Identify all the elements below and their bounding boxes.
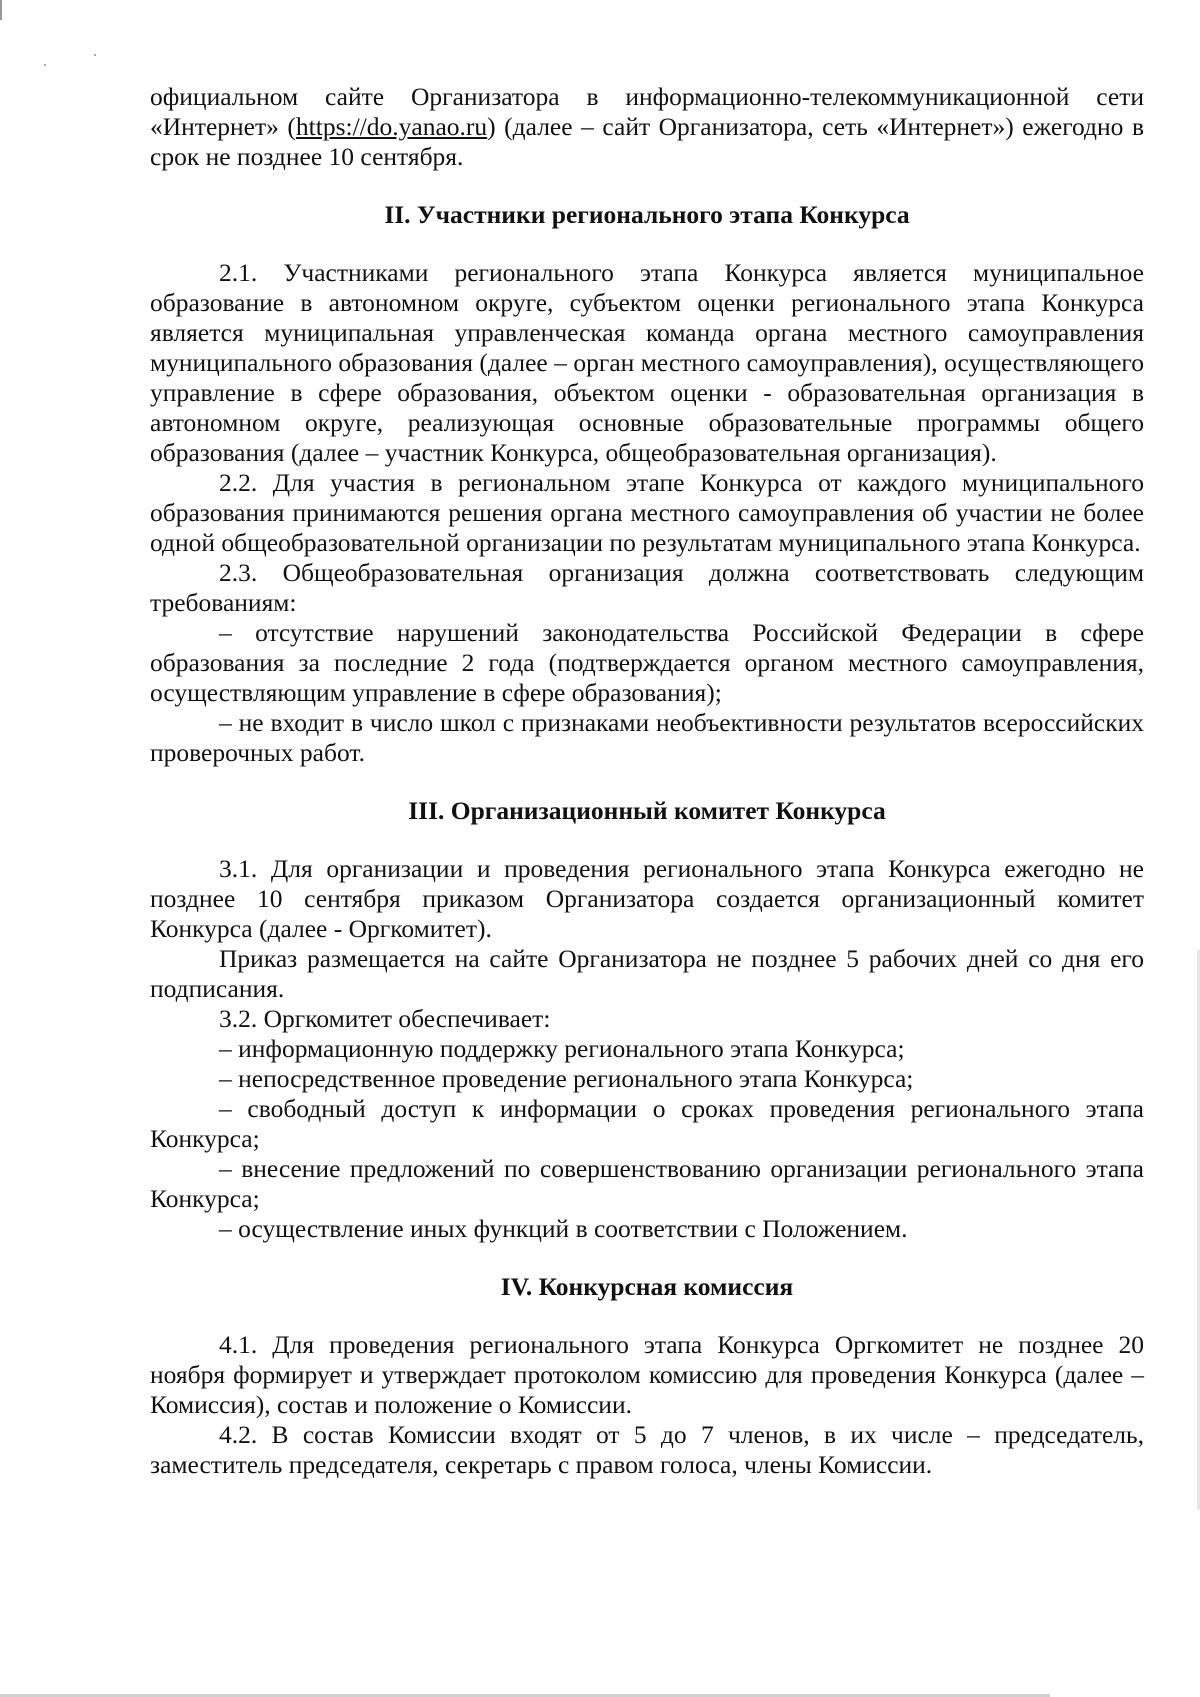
paragraph-2-1: 2.1. Участниками регионального этапа Конкурса является муниципальное образование в автономном округе, субъектом оценки регионального этапа Конкурса является муниципальная управленческая команда органа местного самоуправления муниципального образования (далее – орган местного самоуправления), осуществляющего управление в сфере образования, объектом оценки - образовательная организация в автономном округе, реализующая основные образовательные программы общего образования (далее – участник Конкурса, общеобразовательная организация). (150, 258, 1144, 467)
duty-item: – осуществление иных функций в соответствии с Положением. (219, 1214, 908, 1243)
document-page (150, 82, 1144, 1480)
section-heading-org-committee: III. Организационный комитет Конкурса (408, 796, 886, 825)
requirement-item: – не входит в число школ с признаками необъективности результатов всероссийских проверочных работ. (150, 708, 1144, 767)
duty-item: – внесение предложений по совершенствованию организации регионального этапа Конкурса; (150, 1154, 1144, 1213)
paragraph-2-2: 2.2. Для участия в региональном этапе Конкурса от каждого муниципального образования принимаются решения органа местного самоуправления об участии не более одной общеобразовательной организации по результатам муниципального этапа Конкурса. (150, 468, 1144, 557)
section-heading-commission: IV. Конкурсная комиссия (500, 1272, 794, 1301)
scan-artifact (94, 54, 96, 56)
duty-item: – информационную поддержку регионального этапа Конкурса; (219, 1034, 905, 1063)
paragraph-2-3: 2.3. Общеобразовательная организация должна соответствовать следующим требованиям: (150, 558, 1144, 617)
duty-item: – свободный доступ к информации о сроках проведения регионального этапа Конкурса; (150, 1094, 1144, 1153)
paragraph-3-1: 3.1. Для организации и проведения регионального этапа Конкурса ежегодно не позднее 10 сентября приказом Организатора создается организационный комитет Конкурса (далее - Оргкомитет). (150, 854, 1144, 943)
paragraph-3-2: 3.2. Оргкомитет обеспечивает: (219, 1004, 551, 1033)
scan-artifact (44, 64, 46, 66)
paragraph-4-1: 4.1. Для проведения регионального этапа Конкурса Оргкомитет не позднее 20 ноября формирует и утверждает протоколом комиссию для проведения Конкурса (далее – Комиссия), состав и положение о Комиссии. (150, 1330, 1144, 1419)
section-heading-participants: II. Участники регионального этапа Конкурса (384, 200, 910, 229)
requirement-item: – отсутствие нарушений законодательства Российской Федерации в сфере образования за последние 2 года (подтверждается органом местного самоуправления, осуществляющим управление в сфере образования); (150, 618, 1144, 707)
duty-item: – непосредственное проведение регионального этапа Конкурса; (219, 1064, 914, 1093)
paragraph-4-2: 4.2. В состав Комиссии входят от 5 до 7 членов, в их числе – председатель, заместитель председателя, секретарь с правом голоса, члены Комиссии. (150, 1420, 1144, 1479)
paragraph-intro (150, 82, 1144, 172)
paragraph-order: Приказ размещается на сайте Организатора не позднее 5 рабочих дней со дня его подписания. (150, 944, 1144, 1003)
scan-artifact (0, 0, 2, 20)
organizer-site-link[interactable]: https://do.yanao.ru (295, 112, 488, 141)
text-fragment: официальном сайте Организатора в информационно-телекоммуникационной сети «Интернет» ( (150, 82, 1144, 141)
text-fragment: ) (далее – сайт Организатора, сеть «Интернет») ежегодно в срок не позднее 10 сентября. (150, 112, 1144, 171)
